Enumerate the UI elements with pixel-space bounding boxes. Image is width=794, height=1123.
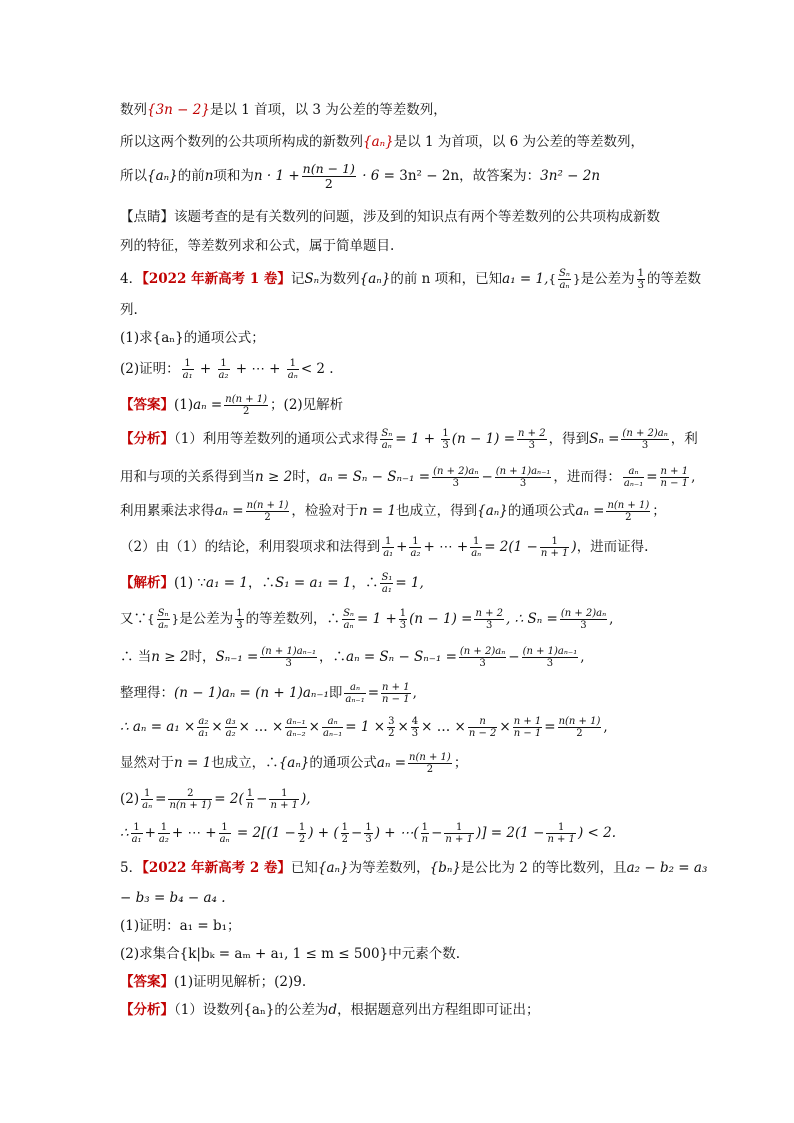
- solution-4-line-1: 【解析】(1) ∵a₁ = 1，∴S₁ = a₁ = 1，∴ $\frac{\text{S₁}}{\text{a₁}}$ = 1,: [120, 572, 424, 595]
- question-4-part-2: (2)证明： $\frac{1}{\text{a₁}}$ + $\frac{1}{\text{a₂}}$ + ⋯ + $\frac{1}{\text{aₙ}}$ < 2 .: [120, 358, 334, 381]
- solution-line-2: 所以这两个数列的公共项所构成的新数列{aₙ}是以 1 为首项，以 6 为公差的等差数列，: [120, 134, 645, 150]
- answer-4: 【答案】(1)aₙ = $\frac{n(n + 1)}{2}$ ；(2)见解析: [120, 394, 344, 417]
- analysis-4-line-3: 利用累乘法求得aₙ = $\frac{n(n + 1)}{2}$ ，检验对于n = 1也成立，得到{aₙ}的通项公式aₙ = $\frac{n(n + 1)}{2}$ ；: [120, 500, 666, 523]
- solution-4-line-6: 显然对于n = 1也成立，∴{aₙ}的通项公式aₙ = $\frac{n(n + 1)}{2}$ ；: [120, 752, 468, 775]
- solution-4-line-4: 整理得：(n − 1)aₙ = (n + 1)aₙ₋₁即 $\frac{\text{aₙ}}{\text{aₙ₋₁}}$ = $\frac{n + 1}{n - 1}$ ,: [120, 682, 417, 705]
- solution-4-line-3: ∴ 当n ≥ 2时，Sₙ₋₁ = $\frac{\text{(n + 1)aₙ₋₁}}{3}$ ，∴aₙ = Sₙ − Sₙ₋₁ = $\frac{\text{(n + 2)aₙ}}{3}$ − $\frac{\text{(n + 1)aₙ₋₁}}{3}$ ,: [120, 646, 585, 669]
- solution-4-line-7: (2) $\frac{1}{\text{aₙ}}$ = $\frac{2}{n(n + 1)}$ = 2( $\frac{1}{n}$ − $\frac{1}{n + 1}$ ),: [120, 788, 311, 811]
- solution-4-line-8: ∴ $\frac{1}{\text{a₁}}$ + $\frac{1}{\text{a₂}}$ + ⋯ + $\frac{1}{\text{aₙ}}$ = 2[(1 − $\frac{1}{2}$ ) + ( $\frac{1}{2}$ − $\frac{1}{3}$ ) + ⋯( $\frac{1}{n}$ − $\frac{1}{n + 1}$ )] = 2(1 − $\frac{1}{n + 1}$ ) < 2.: [120, 822, 617, 845]
- question-5-tag: 【2022 年新高考 2 卷】: [142, 860, 291, 876]
- analysis-4-line-1: 【分析】（1）利用等差数列的通项公式求得 $\frac{\text{Sₙ}}{\text{aₙ}}$ = 1 + $\frac{1}{3}$ (n − 1) = $\frac{n + 2}{3}$ ，得到Sₙ = $\frac{\text{(n + 2)aₙ}}{3}$ ，利: [120, 428, 698, 451]
- question-4-line-1: 4．【2022 年新高考 1 卷】记Sₙ为数列{aₙ}的前 n 项和，已知a₁ = 1,{ $\frac{\text{Sₙ}}{\text{aₙ}}$ }是公差为 $\frac{1}{3}$ 的等差数: [120, 268, 701, 291]
- math-seq-an: {aₙ}: [363, 134, 394, 150]
- solution-line-1: 数列{3n − 2}是以 1 首项，以 3 为公差的等差数列，: [120, 102, 447, 118]
- question-4-tag: 【2022 年新高考 1 卷】: [142, 271, 291, 287]
- question-4-line-2: 列.: [120, 302, 138, 318]
- question-5-line-2: − b₃ = b₄ − a₄ .: [120, 890, 226, 906]
- question-5-part-2: (2)求集合{k|bₖ = aₘ + a₁, 1 ≤ m ≤ 500}中元素个数.: [120, 946, 460, 962]
- math-seq-3n-2: {3n − 2}: [147, 102, 210, 118]
- math-frac-sum: $\frac{n(n - 1)}{2}$: [302, 161, 355, 191]
- question-4-part-1: (1)求{aₙ}的通项公式；: [120, 330, 265, 346]
- question-5-line-1: 5．【2022 年新高考 2 卷】已知{aₙ}为等差数列，{bₙ}是公比为 2 的等比数列，且a₂ − b₂ = a₃: [120, 860, 708, 876]
- analysis-4-line-2: 用和与项的关系得到当n ≥ 2时，aₙ = Sₙ − Sₙ₋₁ = $\frac{\text{(n + 2)aₙ}}{3}$ − $\frac{\text{(n + 1)aₙ₋₁}}{3}$ ，进而得： $\frac{\text{aₙ}}{\text{aₙ₋₁}}$ = $\frac{n + 1}{n - 1}$ ,: [120, 466, 696, 489]
- answer-5: 【答案】(1)证明见解析；(2)9.: [120, 974, 307, 990]
- solution-line-3: 所以{aₙ}的前n项和为n · 1 + $\frac{n(n - 1)}{2}$ · 6 = 3n² − 2n，故答案为：3n² − 2n: [120, 161, 601, 191]
- solution-4-line-2: 又∵{ $\frac{\text{Sₙ}}{\text{aₙ}}$ }是公差为 $\frac{1}{3}$ 的等差数列，∴ $\frac{\text{Sₙ}}{\text{aₙ}}$ = 1 + $\frac{1}{3}$ (n − 1) = $\frac{n + 2}{3}$ , ∴ Sₙ = $\frac{\text{(n + 2)aₙ}}{3}$ ,: [120, 608, 614, 631]
- analysis-4-line-4: （2）由（1）的结论，利用裂项求和法得到 $\frac{1}{\text{a₁}}$ + $\frac{1}{\text{a₂}}$ + ⋯ + $\frac{1}{\text{aₙ}}$ = 2(1 − $\frac{1}{n + 1}$ )，进而证得.: [120, 536, 649, 559]
- solution-4-line-5: ∴ aₙ = a₁ × $\frac{\text{a₂}}{\text{a₁}}$ × $\frac{\text{a₃}}{\text{a₂}}$ × … × $\frac{\text{aₙ₋₁}}{\text{aₙ₋₂}}$ × $\frac{\text{aₙ}}{\text{aₙ₋₁}}$ = 1 × $\frac{3}{2}$ × $\frac{4}{3}$ × … × $\frac{n}{n - 2}$ × $\frac{n + 1}{n - 1}$ = $\frac{n(n + 1)}{2}$ ,: [120, 716, 608, 739]
- analysis-5: 【分析】（1）设数列{aₙ}的公差为d，根据题意列出方程组即可证出；: [120, 1002, 540, 1018]
- remark-line-2: 列的特征，等差数列求和公式，属于简单题目.: [120, 238, 395, 254]
- question-5-part-1: (1)证明：a₁ = b₁；: [120, 918, 241, 934]
- remark-line-1: 【点睛】该题考查的是有关数列的问题，涉及到的知识点有两个等差数列的公共项构成新数: [120, 209, 660, 225]
